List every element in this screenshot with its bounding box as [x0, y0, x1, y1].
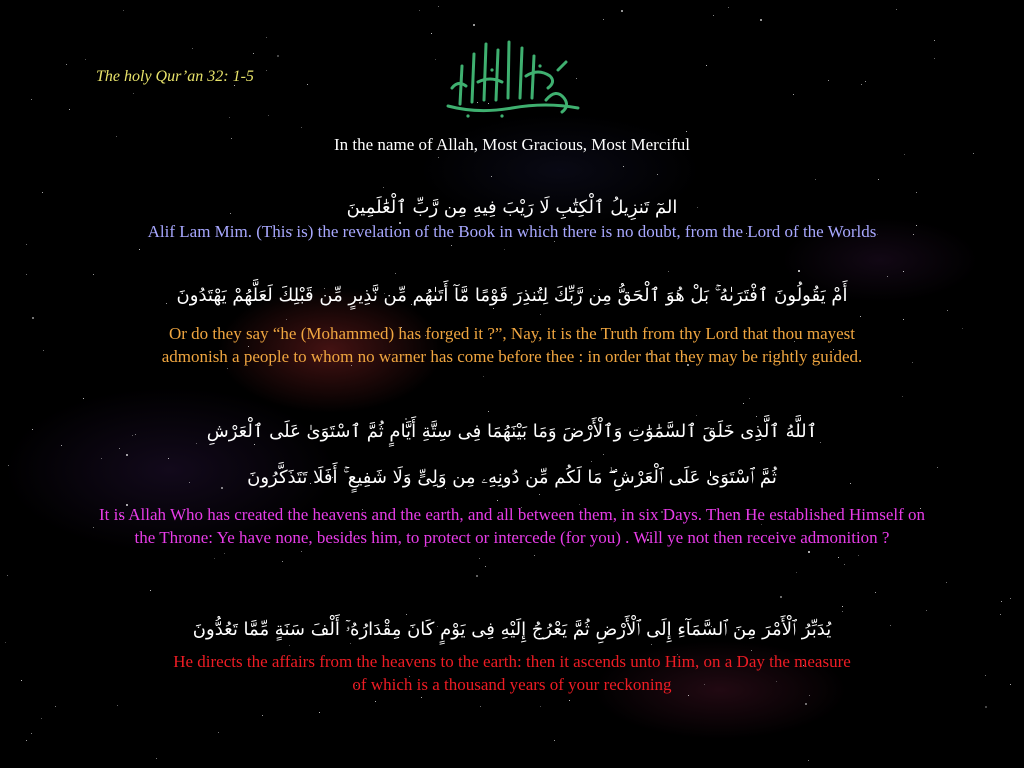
star: [307, 84, 308, 85]
star: [793, 94, 794, 95]
star: [218, 732, 219, 733]
star: [286, 319, 287, 320]
verse-3-arabic-line-1: ٱللَّهُ ٱلَّذِى خَلَقَ ٱلسَّمَٰوَٰتِ وَٱلْأَرْضَ وَمَا بَيْنَهُمَا فِى سِتَّةِ أَيَّامٍ ثُمَّ ٱسْتَوَىٰ عَلَى ٱلْعَرْشِ: [206, 421, 818, 442]
star: [266, 70, 267, 71]
star: [214, 558, 215, 559]
star: [383, 187, 384, 188]
star: [375, 701, 376, 702]
star: [26, 740, 27, 741]
star: [55, 706, 56, 707]
star: [828, 80, 829, 81]
star: [262, 715, 263, 716]
star: [534, 555, 535, 556]
star: [623, 166, 624, 167]
star: [319, 712, 320, 713]
star: [41, 718, 42, 719]
star: [603, 454, 604, 455]
verse-2-translation-line-2: admonish a people to whom no warner has come before thee : in order that they may be rightly guided.: [161, 347, 863, 366]
star: [696, 415, 697, 416]
star: [419, 10, 420, 11]
verse-4-translation-line-1: He directs the affairs from the heavens to the earth: then it ascends unto Him, on a Day the measure: [173, 652, 851, 671]
star: [926, 610, 927, 611]
star: [126, 454, 128, 456]
star: [123, 10, 124, 11]
star: [621, 10, 623, 12]
verse-4-arabic: يُدَبِّرُ ٱلْأَمْرَ مِنَ ٱلسَّمَآءِ إِلَى ٱلْأَرْضِ ثُمَّ يَعْرُجُ إِلَيْهِ فِى يَوْمٍ كَانَ مِقْدَارُهُۥٓ أَلْفَ سَنَةٍ مِّمَّا تَعُدُّونَ: [192, 619, 832, 640]
star: [224, 553, 225, 554]
star: [603, 19, 604, 20]
star: [32, 317, 34, 319]
star: [31, 99, 32, 100]
star: [26, 244, 27, 245]
star: [1001, 601, 1002, 602]
star: [916, 192, 917, 193]
star: [395, 273, 396, 274]
star: [119, 448, 120, 449]
star: [540, 314, 541, 315]
star: [192, 48, 193, 49]
star: [743, 403, 744, 404]
star: [591, 461, 592, 462]
star: [435, 59, 436, 60]
verse-1-translation: Alif Lam Mim. (This is) the revelation of the Book in which there is no doubt, from the Lord of the Worlds: [147, 222, 877, 241]
star: [651, 644, 652, 645]
star: [156, 758, 157, 759]
verse-3-arabic-line-2: ثُمَّ ٱسْتَوَىٰ عَلَى ٱلْعَرْشِ ۖ مَا لَكُم مِّن دُونِهِۦ مِن وَلِىٍّ وَلَا شَفِيعٍ ۚ أَفَلَا تَتَذَكَّرُونَ: [247, 467, 777, 488]
star: [749, 398, 750, 399]
star: [865, 81, 866, 82]
star: [896, 9, 897, 10]
star: [540, 706, 541, 707]
star: [493, 308, 494, 309]
star: [227, 368, 228, 369]
star: [903, 271, 904, 272]
star: [93, 274, 94, 275]
star: [289, 645, 290, 646]
star: [268, 115, 269, 116]
star: [42, 192, 43, 193]
star: [842, 611, 843, 612]
star: [83, 398, 84, 399]
star: [838, 557, 839, 558]
star: [139, 249, 140, 250]
star: [539, 494, 540, 495]
star: [491, 176, 492, 177]
star: [438, 6, 439, 7]
star: [903, 319, 904, 320]
verse-3-translation-line-1: It is Allah Who has created the heavens and the earth, and all between them, in six Days. Then He established Himself on: [99, 505, 925, 524]
star: [657, 174, 658, 175]
star: [1000, 614, 1001, 615]
star: [350, 643, 351, 644]
star: [554, 740, 555, 741]
star: [7, 575, 8, 576]
star: [438, 157, 439, 158]
star: [69, 109, 70, 110]
verse-2-translation-line-1: Or do they say “he (Mohammed) has forged it ?”, Nay, it is the Truth from thy Lord that thou mayest: [168, 324, 855, 343]
star: [282, 561, 283, 562]
star: [26, 274, 27, 275]
star: [485, 566, 486, 567]
star: [875, 592, 876, 593]
star: [229, 117, 230, 118]
star: [117, 705, 118, 706]
star: [451, 245, 452, 246]
basmala-calligraphy: [438, 36, 586, 120]
star: [253, 53, 254, 54]
star: [476, 575, 478, 577]
star: [421, 697, 422, 698]
star: [504, 249, 505, 250]
star: [497, 500, 498, 501]
star: [473, 24, 475, 26]
star: [85, 59, 86, 60]
star: [168, 458, 169, 459]
star: [66, 64, 67, 65]
star: [150, 590, 151, 591]
star: [1010, 598, 1011, 599]
star: [842, 606, 843, 607]
basmala-translation: In the name of Allah, Most Gracious, Most Merciful: [334, 135, 690, 154]
star: [805, 703, 807, 705]
star: [780, 596, 782, 598]
star: [985, 706, 987, 708]
star: [133, 93, 134, 94]
star: [887, 276, 888, 277]
star: [796, 572, 797, 573]
star: [815, 179, 816, 180]
star: [277, 55, 279, 57]
star: [946, 582, 947, 583]
star: [808, 760, 809, 761]
star: [686, 131, 687, 132]
star: [480, 706, 481, 707]
star: [301, 551, 302, 552]
star: [861, 84, 862, 85]
verse-1-arabic: المٓ تَنزِيلُ ٱلْكِتَٰبِ لَا رَيْبَ فِيهِ مِن رَّبِّ ٱلْعَٰلَمِينَ: [346, 197, 678, 218]
star: [756, 416, 757, 417]
star: [406, 614, 407, 615]
star: [858, 555, 859, 556]
star: [706, 65, 707, 66]
star: [5, 642, 6, 643]
star: [713, 15, 714, 16]
verse-4-translation-line-2: of which is a thousand years of your reckoning: [352, 675, 672, 694]
star: [760, 19, 762, 21]
star: [808, 551, 810, 553]
star: [860, 316, 861, 317]
star: [934, 40, 935, 41]
star: [878, 179, 879, 180]
verse-2-arabic: أَمْ يَقُولُونَ ٱفْتَرَىٰهُ ۚ بَلْ هُوَ ٱلْحَقُّ مِن رَّبِّكَ لِتُنذِرَ قَوْمًا مَّآ أَتَىٰهُم مِّن نَّذِيرٍ مِّن قَبْلِكَ لَعَلَّهُمْ يَهْتَدُونَ: [176, 285, 848, 306]
star: [668, 271, 669, 272]
star: [798, 270, 800, 272]
star: [483, 376, 484, 377]
star: [479, 558, 480, 559]
star: [431, 33, 432, 34]
star: [488, 411, 489, 412]
star: [266, 37, 267, 38]
source-label: The holy Qur’an 32: 1-5: [96, 68, 254, 85]
star: [254, 444, 255, 445]
star: [728, 7, 729, 8]
star: [301, 127, 302, 128]
star: [31, 733, 32, 734]
star: [569, 700, 570, 701]
star: [947, 310, 948, 311]
star: [934, 58, 935, 59]
star: [61, 445, 62, 446]
star: [902, 396, 903, 397]
verse-3-translation-line-2: the Throne: Ye have none, besides him, to protect or intercede (for you) . Will ye not then receive admonition ?: [134, 528, 890, 547]
star: [844, 564, 845, 565]
star: [101, 458, 102, 459]
